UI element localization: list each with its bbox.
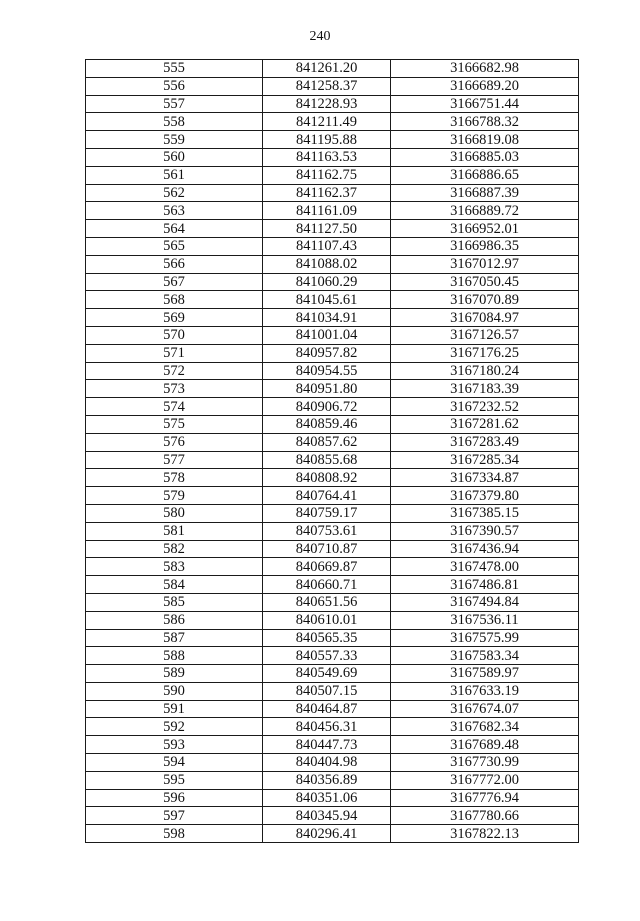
- y-coordinate-cell: 3167281.62: [391, 415, 579, 433]
- x-coordinate-cell: 840764.41: [263, 487, 391, 505]
- y-coordinate-cell: 3167589.97: [391, 665, 579, 683]
- point-number-cell: 577: [86, 451, 263, 469]
- y-coordinate-cell: 3167126.57: [391, 326, 579, 344]
- point-number-cell: 562: [86, 184, 263, 202]
- table-row: [86, 220, 579, 238]
- y-coordinate-cell: 3167822.13: [391, 825, 579, 843]
- x-coordinate-cell: 840855.68: [263, 451, 391, 469]
- point-number-cell: 564: [86, 220, 263, 238]
- y-coordinate-cell: 3166887.39: [391, 184, 579, 202]
- table-row: [86, 504, 579, 522]
- table-row: [86, 771, 579, 789]
- table-row: [86, 202, 579, 220]
- table-row: [86, 522, 579, 540]
- point-number-cell: 563: [86, 202, 263, 220]
- point-number-cell: 588: [86, 647, 263, 665]
- point-number-cell: 565: [86, 237, 263, 255]
- y-coordinate-cell: 3166788.32: [391, 113, 579, 131]
- x-coordinate-cell: 840808.92: [263, 469, 391, 487]
- x-coordinate-cell: 840951.80: [263, 380, 391, 398]
- coordinates-table-body: [86, 60, 579, 843]
- point-number-cell: 573: [86, 380, 263, 398]
- point-number-cell: 594: [86, 754, 263, 772]
- x-coordinate-cell: 841001.04: [263, 326, 391, 344]
- table-row: [86, 789, 579, 807]
- point-number-cell: 578: [86, 469, 263, 487]
- y-coordinate-cell: 3166682.98: [391, 60, 579, 78]
- point-number-cell: 570: [86, 326, 263, 344]
- x-coordinate-cell: 840710.87: [263, 540, 391, 558]
- y-coordinate-cell: 3167536.11: [391, 611, 579, 629]
- table-row: [86, 415, 579, 433]
- y-coordinate-cell: 3167772.00: [391, 771, 579, 789]
- x-coordinate-cell: 840464.87: [263, 700, 391, 718]
- table-row: [86, 754, 579, 772]
- y-coordinate-cell: 3167232.52: [391, 398, 579, 416]
- point-number-cell: 598: [86, 825, 263, 843]
- table-row: [86, 184, 579, 202]
- x-coordinate-cell: 840404.98: [263, 754, 391, 772]
- table-row: [86, 593, 579, 611]
- x-coordinate-cell: 840456.31: [263, 718, 391, 736]
- y-coordinate-cell: 3166886.65: [391, 166, 579, 184]
- x-coordinate-cell: 840954.55: [263, 362, 391, 380]
- point-number-cell: 582: [86, 540, 263, 558]
- table-row: [86, 60, 579, 78]
- table-row: [86, 665, 579, 683]
- y-coordinate-cell: 3167730.99: [391, 754, 579, 772]
- point-number-cell: 595: [86, 771, 263, 789]
- x-coordinate-cell: 841162.75: [263, 166, 391, 184]
- page-number: 240: [309, 29, 331, 44]
- y-coordinate-cell: 3167390.57: [391, 522, 579, 540]
- table-row: [86, 380, 579, 398]
- y-coordinate-cell: 3166689.20: [391, 77, 579, 95]
- x-coordinate-cell: 841045.61: [263, 291, 391, 309]
- table-row: [86, 95, 579, 113]
- table-row: [86, 273, 579, 291]
- y-coordinate-cell: 3167780.66: [391, 807, 579, 825]
- y-coordinate-cell: 3167070.89: [391, 291, 579, 309]
- table-row: [86, 647, 579, 665]
- point-number-cell: 557: [86, 95, 263, 113]
- y-coordinate-cell: 3167633.19: [391, 682, 579, 700]
- x-coordinate-cell: 841211.49: [263, 113, 391, 131]
- point-number-cell: 586: [86, 611, 263, 629]
- x-coordinate-cell: 840759.17: [263, 504, 391, 522]
- table-row: [86, 362, 579, 380]
- x-coordinate-cell: 840447.73: [263, 736, 391, 754]
- y-coordinate-cell: 3167682.34: [391, 718, 579, 736]
- table-row: [86, 682, 579, 700]
- x-coordinate-cell: 840859.46: [263, 415, 391, 433]
- point-number-cell: 571: [86, 344, 263, 362]
- y-coordinate-cell: 3167674.07: [391, 700, 579, 718]
- point-number-cell: 581: [86, 522, 263, 540]
- point-number-cell: 558: [86, 113, 263, 131]
- table-row: [86, 700, 579, 718]
- point-number-cell: 561: [86, 166, 263, 184]
- point-number-cell: 555: [86, 60, 263, 78]
- point-number-cell: 584: [86, 576, 263, 594]
- x-coordinate-cell: 840610.01: [263, 611, 391, 629]
- x-coordinate-cell: 840957.82: [263, 344, 391, 362]
- y-coordinate-cell: 3167689.48: [391, 736, 579, 754]
- y-coordinate-cell: 3167776.94: [391, 789, 579, 807]
- x-coordinate-cell: 841127.50: [263, 220, 391, 238]
- table-row: [86, 77, 579, 95]
- point-number-cell: 596: [86, 789, 263, 807]
- x-coordinate-cell: 841107.43: [263, 237, 391, 255]
- x-coordinate-cell: 840296.41: [263, 825, 391, 843]
- x-coordinate-cell: 841162.37: [263, 184, 391, 202]
- table-row: [86, 326, 579, 344]
- table-row: [86, 825, 579, 843]
- point-number-cell: 580: [86, 504, 263, 522]
- y-coordinate-cell: 3167050.45: [391, 273, 579, 291]
- y-coordinate-cell: 3167180.24: [391, 362, 579, 380]
- point-number-cell: 572: [86, 362, 263, 380]
- table-row: [86, 629, 579, 647]
- table-row: [86, 148, 579, 166]
- coordinates-table: [85, 59, 579, 843]
- x-coordinate-cell: 841258.37: [263, 77, 391, 95]
- point-number-cell: 585: [86, 593, 263, 611]
- point-number-cell: 593: [86, 736, 263, 754]
- y-coordinate-cell: 3167334.87: [391, 469, 579, 487]
- point-number-cell: 569: [86, 309, 263, 327]
- point-number-cell: 592: [86, 718, 263, 736]
- y-coordinate-cell: 3167285.34: [391, 451, 579, 469]
- x-coordinate-cell: 840660.71: [263, 576, 391, 594]
- table-row: [86, 291, 579, 309]
- y-coordinate-cell: 3167494.84: [391, 593, 579, 611]
- table-row: [86, 131, 579, 149]
- table-row: [86, 558, 579, 576]
- y-coordinate-cell: 3167183.39: [391, 380, 579, 398]
- point-number-cell: 567: [86, 273, 263, 291]
- point-number-cell: 566: [86, 255, 263, 273]
- table-row: [86, 540, 579, 558]
- y-coordinate-cell: 3167486.81: [391, 576, 579, 594]
- point-number-cell: 576: [86, 433, 263, 451]
- y-coordinate-cell: 3167283.49: [391, 433, 579, 451]
- y-coordinate-cell: 3167176.25: [391, 344, 579, 362]
- x-coordinate-cell: 841228.93: [263, 95, 391, 113]
- point-number-cell: 574: [86, 398, 263, 416]
- x-coordinate-cell: 841088.02: [263, 255, 391, 273]
- y-coordinate-cell: 3167478.00: [391, 558, 579, 576]
- point-number-cell: 597: [86, 807, 263, 825]
- point-number-cell: 568: [86, 291, 263, 309]
- x-coordinate-cell: 841195.88: [263, 131, 391, 149]
- table-row: [86, 487, 579, 505]
- x-coordinate-cell: 840351.06: [263, 789, 391, 807]
- table-row: [86, 166, 579, 184]
- x-coordinate-cell: 840857.62: [263, 433, 391, 451]
- y-coordinate-cell: 3167583.34: [391, 647, 579, 665]
- y-coordinate-cell: 3166952.01: [391, 220, 579, 238]
- x-coordinate-cell: 841161.09: [263, 202, 391, 220]
- point-number-cell: 583: [86, 558, 263, 576]
- point-number-cell: 590: [86, 682, 263, 700]
- x-coordinate-cell: 840549.69: [263, 665, 391, 683]
- table-row: [86, 398, 579, 416]
- y-coordinate-cell: 3167436.94: [391, 540, 579, 558]
- table-row: [86, 237, 579, 255]
- y-coordinate-cell: 3166986.35: [391, 237, 579, 255]
- y-coordinate-cell: 3167379.80: [391, 487, 579, 505]
- table-row: [86, 433, 579, 451]
- x-coordinate-cell: 840507.15: [263, 682, 391, 700]
- point-number-cell: 575: [86, 415, 263, 433]
- x-coordinate-cell: 840753.61: [263, 522, 391, 540]
- table-row: [86, 576, 579, 594]
- x-coordinate-cell: 841261.20: [263, 60, 391, 78]
- point-number-cell: 589: [86, 665, 263, 683]
- table-row: [86, 611, 579, 629]
- y-coordinate-cell: 3166819.08: [391, 131, 579, 149]
- x-coordinate-cell: 840651.56: [263, 593, 391, 611]
- x-coordinate-cell: 841163.53: [263, 148, 391, 166]
- y-coordinate-cell: 3166885.03: [391, 148, 579, 166]
- point-number-cell: 560: [86, 148, 263, 166]
- y-coordinate-cell: 3167575.99: [391, 629, 579, 647]
- point-number-cell: 587: [86, 629, 263, 647]
- x-coordinate-cell: 840345.94: [263, 807, 391, 825]
- table-row: [86, 469, 579, 487]
- y-coordinate-cell: 3166889.72: [391, 202, 579, 220]
- table-row: [86, 718, 579, 736]
- point-number-cell: 591: [86, 700, 263, 718]
- table-row: [86, 344, 579, 362]
- x-coordinate-cell: 841060.29: [263, 273, 391, 291]
- table-row: [86, 113, 579, 131]
- table-row: [86, 451, 579, 469]
- y-coordinate-cell: 3166751.44: [391, 95, 579, 113]
- point-number-cell: 579: [86, 487, 263, 505]
- table-row: [86, 255, 579, 273]
- x-coordinate-cell: 840356.89: [263, 771, 391, 789]
- point-number-cell: 559: [86, 131, 263, 149]
- x-coordinate-cell: 841034.91: [263, 309, 391, 327]
- x-coordinate-cell: 840669.87: [263, 558, 391, 576]
- y-coordinate-cell: 3167084.97: [391, 309, 579, 327]
- table-row: [86, 309, 579, 327]
- point-number-cell: 556: [86, 77, 263, 95]
- y-coordinate-cell: 3167385.15: [391, 504, 579, 522]
- x-coordinate-cell: 840906.72: [263, 398, 391, 416]
- table-row: [86, 736, 579, 754]
- table-row: [86, 807, 579, 825]
- y-coordinate-cell: 3167012.97: [391, 255, 579, 273]
- x-coordinate-cell: 840565.35: [263, 629, 391, 647]
- x-coordinate-cell: 840557.33: [263, 647, 391, 665]
